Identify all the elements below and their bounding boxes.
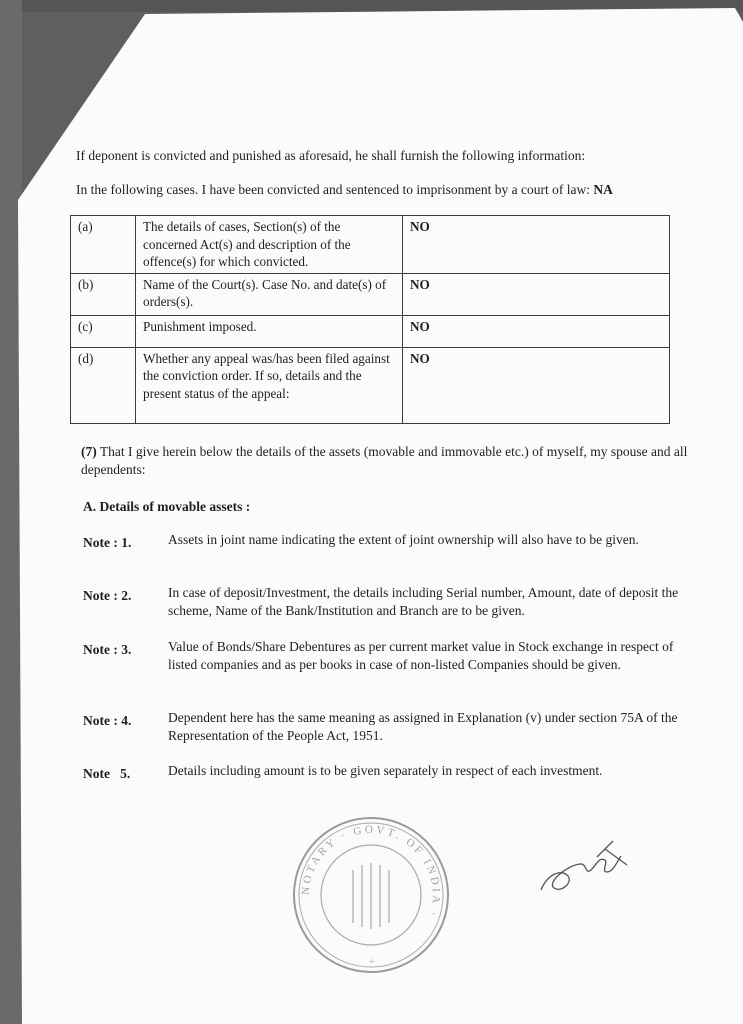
- section-a-heading: A. Details of movable assets :: [83, 499, 251, 514]
- row-answer: NO: [403, 273, 670, 315]
- conviction-table: [70, 215, 670, 424]
- scan-edge-left: [0, 0, 22, 1024]
- assets-para-number: (7): [81, 444, 97, 459]
- row-answer: NO: [403, 347, 670, 423]
- cases-line-answer: NA: [593, 182, 613, 197]
- note-text: Value of Bonds/Share Debentures as per current market value in Stock exchange in respect of listed companies and as per books in case of non-listed Companies should be given.: [168, 639, 674, 672]
- notary-stamp: [291, 815, 451, 975]
- row-question: Punishment imposed.: [136, 315, 403, 347]
- row-question: The details of cases, Section(s) of the concerned Act(s) and description of the offence(s) for which convicted.: [136, 216, 403, 274]
- row-label: (a): [71, 216, 136, 274]
- note-label: Note 5.: [83, 766, 131, 781]
- svg-text:+: +: [369, 957, 375, 968]
- row-label: (c): [71, 315, 136, 347]
- row-label: (b): [71, 273, 136, 315]
- note-text: Assets in joint name indicating the extent of joint ownership will also have to be given.: [168, 532, 639, 547]
- note-label: Note : 3.: [83, 642, 132, 657]
- stamp-ring-text: NOTARY · GOVT. OF INDIA ·: [299, 823, 443, 921]
- note-label: Note : 4.: [83, 713, 132, 728]
- intro-text: If deponent is convicted and punished as aforesaid, he shall furnish the following information:: [76, 148, 586, 163]
- row-answer: NO: [403, 315, 670, 347]
- cases-line: [76, 181, 736, 199]
- row-question: Whether any appeal was/has been filed against the conviction order. If so, details and the present status of the appeal:: [136, 347, 403, 423]
- row-question: Name of the Court(s). Case No. and date(s) of orders(s).: [136, 273, 403, 315]
- note-text: Dependent here has the same meaning as assigned in Explanation (v) under section 75A of the Representation of the People Act, 1951.: [168, 710, 678, 743]
- table-row: [71, 216, 670, 274]
- table-row: [71, 273, 670, 315]
- cases-line-text: In the following cases. I have been convicted and sentenced to imprisonment by a court of law:: [76, 182, 590, 197]
- table-row: [71, 347, 670, 423]
- signature: [535, 835, 630, 900]
- note-text: Details including amount is to be given separately in respect of each investment.: [168, 763, 603, 778]
- note-label: Note : 2.: [83, 588, 132, 603]
- note-label: Note : 1.: [83, 535, 132, 550]
- note-text: In case of deposit/Investment, the details including Serial number, Amount, date of deposit the scheme, Name of the Bank/Institution and Branch are to be given.: [168, 585, 679, 618]
- assets-paragraph: [81, 443, 691, 479]
- assets-para-text: That I give herein below the details of the assets (movable and immovable etc.) of myself, my spouse and all dependents:: [81, 444, 688, 477]
- row-answer: NO: [403, 216, 670, 274]
- row-label: (d): [71, 347, 136, 423]
- table-row: [71, 315, 670, 347]
